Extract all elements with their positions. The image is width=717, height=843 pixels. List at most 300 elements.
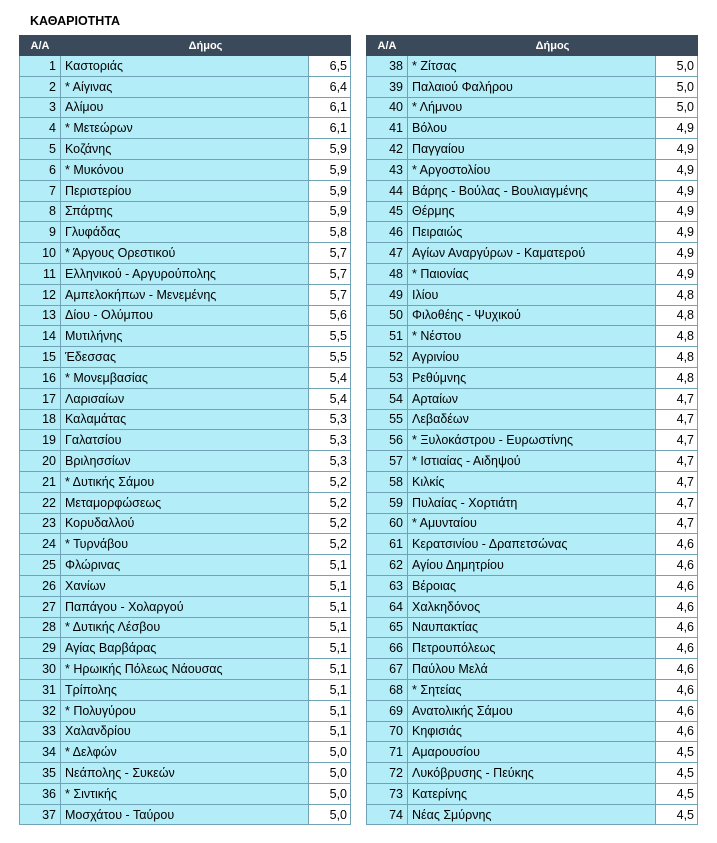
score-cell: 5,0 [309, 783, 351, 804]
table-row [20, 222, 351, 243]
municipality-cell: Κατερίνης [408, 783, 656, 804]
ranking-table-right [366, 35, 698, 825]
score-cell: 4,9 [656, 118, 698, 139]
rank-cell: 3 [20, 97, 61, 118]
score-cell: 4,8 [656, 367, 698, 388]
municipality-cell: Καλαμάτας [61, 409, 309, 430]
score-cell: 4,6 [656, 721, 698, 742]
municipality-cell: Κιλκίς [408, 471, 656, 492]
table-row [367, 97, 698, 118]
rank-cell: 20 [20, 451, 61, 472]
rank-cell: 49 [367, 284, 408, 305]
municipality-cell: * Πολυγύρου [61, 700, 309, 721]
rank-cell: 29 [20, 638, 61, 659]
rank-cell: 54 [367, 388, 408, 409]
municipality-cell: Αγίου Δημητρίου [408, 555, 656, 576]
rank-cell: 8 [20, 201, 61, 222]
score-cell: 5,0 [309, 763, 351, 784]
table-row [20, 659, 351, 680]
score-cell: 6,4 [309, 76, 351, 97]
rank-cell: 64 [367, 596, 408, 617]
table-row [20, 118, 351, 139]
score-cell: 5,7 [309, 263, 351, 284]
score-cell: 5,1 [309, 575, 351, 596]
score-cell: 5,2 [309, 513, 351, 534]
dimos-header: Δήμος [61, 36, 351, 56]
rank-cell: 11 [20, 263, 61, 284]
municipality-cell: Κορυδαλλού [61, 513, 309, 534]
municipality-cell: * Άργους Ορεστικού [61, 243, 309, 264]
municipality-cell: Φιλοθέης - Ψυχικού [408, 305, 656, 326]
municipality-cell: Ναυπακτίας [408, 617, 656, 638]
rank-cell: 35 [20, 763, 61, 784]
municipality-cell: Πετρουπόλεως [408, 638, 656, 659]
municipality-cell: Τρίπολης [61, 679, 309, 700]
municipality-cell: Δίου - Ολύμπου [61, 305, 309, 326]
rank-cell: 70 [367, 721, 408, 742]
table-row [20, 243, 351, 264]
rank-cell: 23 [20, 513, 61, 534]
rank-cell: 66 [367, 638, 408, 659]
rank-cell: 31 [20, 679, 61, 700]
rank-cell: 60 [367, 513, 408, 534]
municipality-cell: Μοσχάτου - Ταύρου [61, 804, 309, 825]
rank-cell: 36 [20, 783, 61, 804]
rank-cell: 46 [367, 222, 408, 243]
municipality-cell: Αμπελοκήπων - Μενεμένης [61, 284, 309, 305]
municipality-cell: Παγγαίου [408, 139, 656, 160]
municipality-cell: * Ξυλοκάστρου - Ευρωστίνης [408, 430, 656, 451]
table-row [20, 617, 351, 638]
score-cell: 4,7 [656, 409, 698, 430]
score-cell: 4,6 [656, 617, 698, 638]
rank-cell: 30 [20, 659, 61, 680]
page-title: ΚΑΘΑΡΙΟΤΗΤΑ [30, 14, 121, 28]
municipality-cell: Ρεθύμνης [408, 367, 656, 388]
score-cell: 5,1 [309, 659, 351, 680]
table-header-row [367, 36, 698, 56]
table-row [20, 451, 351, 472]
score-cell: 5,9 [309, 159, 351, 180]
ranking-table-left [19, 35, 351, 825]
municipality-cell: Φλώρινας [61, 555, 309, 576]
municipality-cell: Καστοριάς [61, 56, 309, 77]
municipality-cell: Αλίμου [61, 97, 309, 118]
table-row [367, 742, 698, 763]
table-row [367, 471, 698, 492]
rank-cell: 14 [20, 326, 61, 347]
municipality-cell: Μεταμορφώσεως [61, 492, 309, 513]
table-row [20, 139, 351, 160]
table-row [367, 76, 698, 97]
municipality-cell: Κηφισιάς [408, 721, 656, 742]
municipality-cell: Πειραιώς [408, 222, 656, 243]
table-row [367, 201, 698, 222]
municipality-cell: * Ζίτσας [408, 56, 656, 77]
score-cell: 4,7 [656, 451, 698, 472]
score-cell: 4,8 [656, 284, 698, 305]
municipality-cell: Μυτιλήνης [61, 326, 309, 347]
rank-cell: 13 [20, 305, 61, 326]
rank-cell: 28 [20, 617, 61, 638]
rank-cell: 33 [20, 721, 61, 742]
municipality-cell: Αγίων Αναργύρων - Καματερού [408, 243, 656, 264]
municipality-cell: Αμαρουσίου [408, 742, 656, 763]
score-cell: 5,1 [309, 679, 351, 700]
rank-cell: 61 [367, 534, 408, 555]
municipality-cell: Αρταίων [408, 388, 656, 409]
score-cell: 4,6 [656, 700, 698, 721]
municipality-cell: * Δυτικής Σάμου [61, 471, 309, 492]
score-cell: 5,3 [309, 451, 351, 472]
municipality-cell: Παύλου Μελά [408, 659, 656, 680]
table-row [20, 159, 351, 180]
municipality-cell: Έδεσσας [61, 347, 309, 368]
table-row [367, 305, 698, 326]
municipality-cell: * Τυρνάβου [61, 534, 309, 555]
table-row [367, 388, 698, 409]
score-cell: 4,5 [656, 742, 698, 763]
rank-cell: 73 [367, 783, 408, 804]
score-cell: 5,1 [309, 555, 351, 576]
municipality-cell: Χαλκηδόνος [408, 596, 656, 617]
rank-cell: 58 [367, 471, 408, 492]
table-row [20, 180, 351, 201]
municipality-cell: * Αίγινας [61, 76, 309, 97]
table-row [367, 409, 698, 430]
score-cell: 4,5 [656, 783, 698, 804]
score-cell: 4,6 [656, 659, 698, 680]
table-row [20, 409, 351, 430]
rank-cell: 57 [367, 451, 408, 472]
table-row [367, 284, 698, 305]
municipality-cell: * Σιντικής [61, 783, 309, 804]
municipality-cell: Βάρης - Βούλας - Βουλιαγμένης [408, 180, 656, 201]
score-cell: 4,6 [656, 679, 698, 700]
municipality-cell: Ελληνικού - Αργυρούπολης [61, 263, 309, 284]
table-row [367, 534, 698, 555]
municipality-cell: * Μονεμβασίας [61, 367, 309, 388]
table-row [367, 492, 698, 513]
table-row [367, 159, 698, 180]
municipality-cell: Σπάρτης [61, 201, 309, 222]
score-cell: 5,5 [309, 347, 351, 368]
rank-cell: 44 [367, 180, 408, 201]
table-row [20, 513, 351, 534]
rank-cell: 65 [367, 617, 408, 638]
table-row [20, 430, 351, 451]
table-row [367, 638, 698, 659]
rank-cell: 45 [367, 201, 408, 222]
score-cell: 5,2 [309, 471, 351, 492]
table-row [20, 471, 351, 492]
rank-cell: 12 [20, 284, 61, 305]
table-row [20, 367, 351, 388]
rank-cell: 53 [367, 367, 408, 388]
table-row [20, 201, 351, 222]
aa-header: Α/Α [20, 36, 61, 56]
municipality-cell: Νεάπολης - Συκεών [61, 763, 309, 784]
rank-cell: 56 [367, 430, 408, 451]
municipality-cell: Ιλίου [408, 284, 656, 305]
municipality-cell: Ανατολικής Σάμου [408, 700, 656, 721]
table-row [20, 721, 351, 742]
municipality-cell: Λαρισαίων [61, 388, 309, 409]
score-cell: 5,0 [309, 804, 351, 825]
table-row [20, 326, 351, 347]
rank-cell: 27 [20, 596, 61, 617]
table-row [367, 326, 698, 347]
score-cell: 4,9 [656, 139, 698, 160]
table-row [367, 721, 698, 742]
rank-cell: 17 [20, 388, 61, 409]
table-row [367, 118, 698, 139]
municipality-cell: Θέρμης [408, 201, 656, 222]
score-cell: 6,5 [309, 56, 351, 77]
table-row [20, 804, 351, 825]
municipality-cell: * Δυτικής Λέσβου [61, 617, 309, 638]
rank-cell: 18 [20, 409, 61, 430]
table-row [20, 783, 351, 804]
rank-cell: 74 [367, 804, 408, 825]
score-cell: 4,9 [656, 180, 698, 201]
municipality-cell: Βόλου [408, 118, 656, 139]
rank-cell: 10 [20, 243, 61, 264]
rank-cell: 2 [20, 76, 61, 97]
table-row [367, 783, 698, 804]
table-row [20, 284, 351, 305]
municipality-cell: Λεβαδέων [408, 409, 656, 430]
score-cell: 4,9 [656, 159, 698, 180]
table-row [367, 430, 698, 451]
rank-cell: 48 [367, 263, 408, 284]
table-row [20, 742, 351, 763]
municipality-cell: Περιστερίου [61, 180, 309, 201]
rank-cell: 9 [20, 222, 61, 243]
score-cell: 4,8 [656, 305, 698, 326]
aa-header: Α/Α [367, 36, 408, 56]
score-cell: 5,1 [309, 721, 351, 742]
score-cell: 4,7 [656, 388, 698, 409]
score-cell: 5,4 [309, 367, 351, 388]
municipality-cell: * Σητείας [408, 679, 656, 700]
score-cell: 4,5 [656, 804, 698, 825]
rank-cell: 6 [20, 159, 61, 180]
rank-cell: 22 [20, 492, 61, 513]
municipality-cell: * Δελφών [61, 742, 309, 763]
rank-cell: 52 [367, 347, 408, 368]
table-row [367, 596, 698, 617]
score-cell: 5,0 [309, 742, 351, 763]
rank-cell: 42 [367, 139, 408, 160]
rank-cell: 25 [20, 555, 61, 576]
score-cell: 5,0 [656, 97, 698, 118]
score-cell: 4,7 [656, 492, 698, 513]
score-cell: 5,9 [309, 139, 351, 160]
table-header-row [20, 36, 351, 56]
rank-cell: 1 [20, 56, 61, 77]
score-cell: 4,6 [656, 555, 698, 576]
table-row [367, 451, 698, 472]
table-row [367, 367, 698, 388]
table-row [20, 534, 351, 555]
rank-cell: 4 [20, 118, 61, 139]
table-row [367, 139, 698, 160]
municipality-cell: * Ηρωικής Πόλεως Νάουσας [61, 659, 309, 680]
score-cell: 4,6 [656, 596, 698, 617]
municipality-cell: Χαλανδρίου [61, 721, 309, 742]
rank-cell: 62 [367, 555, 408, 576]
rank-cell: 19 [20, 430, 61, 451]
score-cell: 5,7 [309, 284, 351, 305]
table-row [367, 513, 698, 534]
score-cell: 5,3 [309, 409, 351, 430]
municipality-cell: * Αργοστολίου [408, 159, 656, 180]
rank-cell: 15 [20, 347, 61, 368]
municipality-cell: Παλαιού Φαλήρου [408, 76, 656, 97]
table-row [20, 305, 351, 326]
score-cell: 4,7 [656, 430, 698, 451]
table-row [20, 679, 351, 700]
score-cell: 6,1 [309, 97, 351, 118]
table-row [367, 347, 698, 368]
table-row [367, 617, 698, 638]
rank-cell: 69 [367, 700, 408, 721]
municipality-cell: Νέας Σμύρνης [408, 804, 656, 825]
score-cell: 4,9 [656, 222, 698, 243]
rank-cell: 26 [20, 575, 61, 596]
rank-cell: 7 [20, 180, 61, 201]
municipality-cell: * Μετεώρων [61, 118, 309, 139]
municipality-cell: Πυλαίας - Χορτιάτη [408, 492, 656, 513]
rank-cell: 43 [367, 159, 408, 180]
score-cell: 4,6 [656, 534, 698, 555]
score-cell: 5,9 [309, 201, 351, 222]
rank-cell: 72 [367, 763, 408, 784]
municipality-cell: Γλυφάδας [61, 222, 309, 243]
score-cell: 6,1 [309, 118, 351, 139]
rank-cell: 63 [367, 575, 408, 596]
table-row [20, 56, 351, 77]
score-cell: 5,1 [309, 638, 351, 659]
municipality-cell: Αγίας Βαρβάρας [61, 638, 309, 659]
table-row [20, 263, 351, 284]
score-cell: 5,7 [309, 243, 351, 264]
table-row [367, 659, 698, 680]
table-row [20, 388, 351, 409]
rank-cell: 38 [367, 56, 408, 77]
municipality-cell: * Μυκόνου [61, 159, 309, 180]
table-row [20, 76, 351, 97]
score-cell: 4,6 [656, 575, 698, 596]
municipality-cell: Κοζάνης [61, 139, 309, 160]
municipality-cell: * Παιονίας [408, 263, 656, 284]
score-cell: 5,5 [309, 326, 351, 347]
score-cell: 5,8 [309, 222, 351, 243]
score-cell: 4,8 [656, 326, 698, 347]
rank-cell: 40 [367, 97, 408, 118]
table-row [20, 97, 351, 118]
municipality-cell: Βριλησσίων [61, 451, 309, 472]
rank-cell: 67 [367, 659, 408, 680]
table-row [20, 492, 351, 513]
rank-cell: 34 [20, 742, 61, 763]
score-cell: 5,3 [309, 430, 351, 451]
score-cell: 5,1 [309, 700, 351, 721]
table-row [20, 575, 351, 596]
municipality-cell: Αγρινίου [408, 347, 656, 368]
score-cell: 5,0 [656, 56, 698, 77]
rank-cell: 16 [20, 367, 61, 388]
table-row [367, 679, 698, 700]
score-cell: 4,9 [656, 263, 698, 284]
table-row [367, 243, 698, 264]
table-row [367, 180, 698, 201]
score-cell: 4,7 [656, 471, 698, 492]
score-cell: 4,6 [656, 638, 698, 659]
municipality-cell: Παπάγου - Χολαργού [61, 596, 309, 617]
rank-cell: 32 [20, 700, 61, 721]
rank-cell: 59 [367, 492, 408, 513]
rank-cell: 24 [20, 534, 61, 555]
rank-cell: 51 [367, 326, 408, 347]
rank-cell: 5 [20, 139, 61, 160]
table-row [367, 56, 698, 77]
municipality-cell: * Λήμνου [408, 97, 656, 118]
municipality-cell: Γαλατσίου [61, 430, 309, 451]
rank-cell: 68 [367, 679, 408, 700]
table-row [20, 555, 351, 576]
score-cell: 5,0 [656, 76, 698, 97]
municipality-cell: Βέροιας [408, 575, 656, 596]
rank-cell: 55 [367, 409, 408, 430]
score-cell: 4,8 [656, 347, 698, 368]
table-row [20, 763, 351, 784]
municipality-cell: * Αμυνταίου [408, 513, 656, 534]
municipality-cell: Κερατσινίου - Δραπετσώνας [408, 534, 656, 555]
rank-cell: 21 [20, 471, 61, 492]
table-row [20, 638, 351, 659]
table-row [367, 700, 698, 721]
score-cell: 4,5 [656, 763, 698, 784]
dimos-header: Δήμος [408, 36, 698, 56]
table-row [367, 763, 698, 784]
municipality-cell: Χανίων [61, 575, 309, 596]
score-cell: 5,9 [309, 180, 351, 201]
table-row [367, 263, 698, 284]
score-cell: 5,6 [309, 305, 351, 326]
score-cell: 5,4 [309, 388, 351, 409]
table-row [367, 804, 698, 825]
table-row [20, 347, 351, 368]
rank-cell: 50 [367, 305, 408, 326]
score-cell: 5,1 [309, 617, 351, 638]
score-cell: 4,9 [656, 243, 698, 264]
score-cell: 4,7 [656, 513, 698, 534]
table-row [367, 555, 698, 576]
rank-cell: 37 [20, 804, 61, 825]
rank-cell: 47 [367, 243, 408, 264]
rank-cell: 71 [367, 742, 408, 763]
municipality-cell: * Ιστιαίας - Αιδηψού [408, 451, 656, 472]
table-row [20, 596, 351, 617]
rank-cell: 41 [367, 118, 408, 139]
table-row [367, 575, 698, 596]
municipality-cell: Λυκόβρυσης - Πεύκης [408, 763, 656, 784]
table-row [367, 222, 698, 243]
score-cell: 5,1 [309, 596, 351, 617]
municipality-cell: * Νέστου [408, 326, 656, 347]
